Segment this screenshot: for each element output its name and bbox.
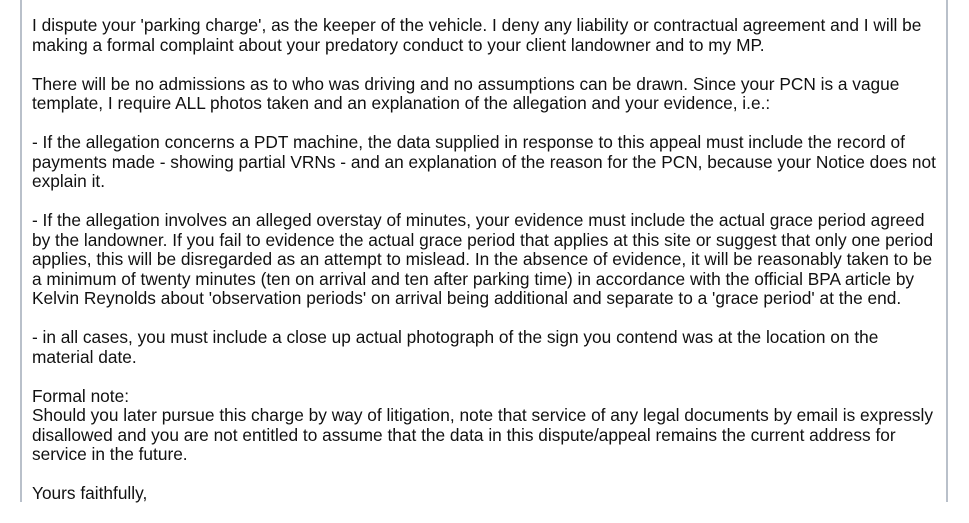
left-border — [20, 0, 22, 502]
sign-off: Yours faithfully, — [32, 483, 148, 503]
paragraph-overstay: - If the allegation involves an alleged overstay of minutes, your evidence must include the actual grace period agreed by the landowner. If you fail to evidence the actual grace period that applies at this site or suggest that only one period applies, this will be disregarded as an attempt to mislead. In the absence of evidence, it will be reasonably taken to be a minimum of twenty minutes (ten on arrival and ten after parking time) in accordance with the official BPA article by Kelvin Reynolds about 'observation periods' on arrival being additional and separate to a 'grace period' at the end. — [32, 210, 934, 308]
paragraph-no-admissions: There will be no admissions as to who was driving and no assumptions can be drawn. Since your PCN is a vague template, I require ALL photos taken and an explanation of the allegation and your evidence, i.e.: — [32, 73, 900, 113]
paragraph-dispute: I dispute your 'parking charge', as the keeper of the vehicle. I deny any liability or contractual agreement and I will be making a formal complaint about your predatory conduct to your client landowner and to my MP. — [32, 15, 922, 55]
letter-text — [32, 16, 944, 523]
formal-note-body: Should you later pursue this charge by way of litigation, note that service of any legal documents by email is expressly disallowed and you are not entitled to assume that the data in this dispute/appeal remains the current address for service in the future. — [32, 405, 934, 464]
formal-note-heading: Formal note: — [32, 385, 130, 406]
paragraph-sign-photo: - in all cases, you must include a close up actual photograph of the sign you contend was at the location on the material date. — [32, 327, 879, 367]
right-border — [946, 0, 948, 502]
paragraph-pdt-machine: - If the allegation concerns a PDT machine, the data supplied in response to this appeal must include the record of payments made - showing partial VRNs - and an explanation of the reason for the PCN, because your Notice does not explain it. — [32, 132, 936, 191]
